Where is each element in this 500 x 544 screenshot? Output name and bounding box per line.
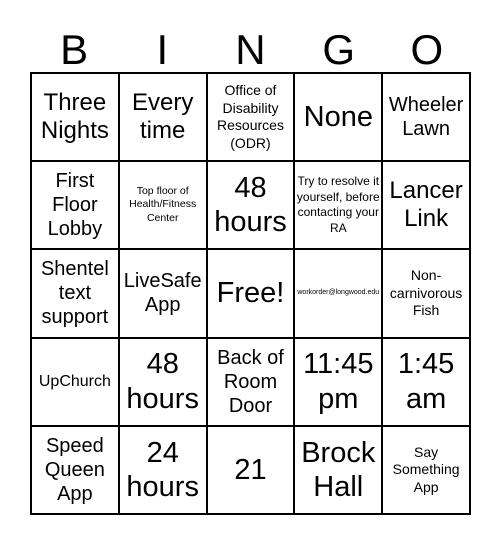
cell-text: Wheeler Lawn bbox=[388, 94, 464, 141]
bingo-cell-r1c1[interactable] bbox=[31, 73, 119, 161]
header-letter-i: I bbox=[156, 26, 169, 73]
cell-text: LiveSafe App bbox=[123, 270, 202, 317]
bingo-cell-r4c2[interactable] bbox=[119, 338, 207, 426]
cell-text: Speed Queen App bbox=[44, 434, 105, 505]
cell-text: Free! bbox=[216, 277, 285, 310]
header-letter-b: B bbox=[60, 26, 89, 73]
bingo-cell-r3c2[interactable] bbox=[119, 249, 207, 337]
cell-text: Top floor of Health/Fitness Center bbox=[129, 184, 197, 225]
cell-text: Say Something App bbox=[392, 443, 460, 495]
cell-text: 24 hours bbox=[126, 436, 199, 503]
bingo-cell-r3c4[interactable] bbox=[294, 249, 382, 337]
bingo-cell-r4c1[interactable] bbox=[31, 338, 119, 426]
cell-text: Office of Disability Resources (ODR) bbox=[217, 82, 284, 151]
bingo-cell-r3c3[interactable] bbox=[207, 249, 295, 337]
bingo-cell-r2c1[interactable] bbox=[31, 161, 119, 249]
bingo-cell-r3c5[interactable] bbox=[382, 249, 470, 337]
header-letter-n: N bbox=[235, 26, 266, 73]
bingo-cell-r2c3[interactable] bbox=[207, 161, 295, 249]
cell-text: Try to resolve it yourself, before contacting your RA bbox=[296, 174, 380, 235]
bingo-board bbox=[30, 72, 471, 515]
bingo-cell-r1c2[interactable] bbox=[119, 73, 207, 161]
bingo-cell-r1c3[interactable] bbox=[207, 73, 295, 161]
bingo-cell-r2c5[interactable] bbox=[382, 161, 470, 249]
cell-text: 11:45 pm bbox=[303, 348, 374, 415]
bingo-cell-r5c2[interactable] bbox=[119, 426, 207, 514]
bingo-cell-r5c5[interactable] bbox=[382, 426, 470, 514]
bingo-cell-r3c1[interactable] bbox=[31, 249, 119, 337]
bingo-header bbox=[30, 28, 471, 72]
bingo-cell-r2c4[interactable] bbox=[294, 161, 382, 249]
bingo-cell-r1c5[interactable] bbox=[382, 73, 470, 161]
bingo-cell-r4c3[interactable] bbox=[207, 338, 295, 426]
cell-text: Three Nights bbox=[40, 88, 109, 145]
bingo-cell-r5c4[interactable] bbox=[294, 426, 382, 514]
cell-text: 1:45 am bbox=[397, 348, 455, 415]
bingo-cell-r2c2[interactable] bbox=[119, 161, 207, 249]
cell-text: Back of Room Door bbox=[217, 346, 284, 417]
header-letter-g: G bbox=[322, 26, 355, 73]
cell-text: 48 hours bbox=[126, 348, 199, 415]
cell-text: Shentel text support bbox=[40, 258, 109, 329]
cell-text: 21 bbox=[234, 453, 267, 486]
cell-text: UpChurch bbox=[38, 372, 111, 390]
cell-text: Lancer Link bbox=[389, 176, 463, 233]
bingo-cell-r5c3[interactable] bbox=[207, 426, 295, 514]
bingo-cell-r5c1[interactable] bbox=[31, 426, 119, 514]
cell-text: None bbox=[303, 100, 373, 133]
bingo-cell-r4c4[interactable] bbox=[294, 338, 382, 426]
cell-text: 48 hours bbox=[214, 172, 287, 239]
header-letter-o: O bbox=[410, 26, 444, 73]
cell-text: workorder@longwood.edu bbox=[297, 289, 380, 297]
cell-text: Every time bbox=[132, 88, 194, 145]
bingo-cell-r4c5[interactable] bbox=[382, 338, 470, 426]
cell-text: Non-carnivorous Fish bbox=[389, 267, 463, 319]
cell-text: Brock Hall bbox=[301, 436, 376, 503]
cell-text: First Floor Lobby bbox=[47, 170, 103, 241]
bingo-cell-r1c4[interactable] bbox=[294, 73, 382, 161]
